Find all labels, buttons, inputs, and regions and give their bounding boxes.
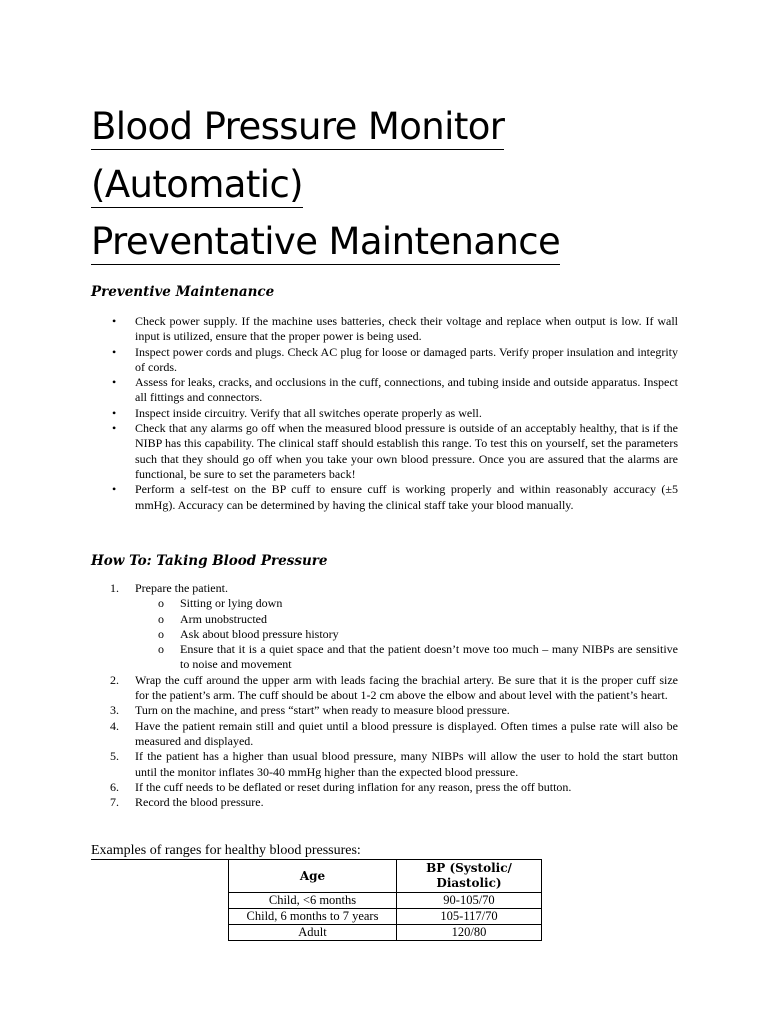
step-item xyxy=(110,581,678,673)
sub-item-text: Sitting or lying down xyxy=(180,596,283,611)
column-header-age: Age xyxy=(229,860,397,893)
table-row xyxy=(229,909,542,925)
prepare-subitems xyxy=(135,596,678,672)
sub-item xyxy=(135,642,678,673)
column-header-bp: BP (Systolic/ Diastolic) xyxy=(397,860,542,893)
list-item xyxy=(110,375,678,406)
step-text: Wrap the cuff around the upper arm with leads facing the brachial artery. Be sure that it is the proper cuff size for the patient’s arm. The cuff should be about 1-2 cm above the elbow and about level with the patient’s heart. xyxy=(135,672,678,703)
step-number: 4. xyxy=(110,718,119,733)
bullet-marker: • xyxy=(112,405,117,420)
list-item-text: Check power supply. If the machine uses batteries, check their voltage and replace when output is low. If wall input is utilized, ensure that the proper power is being used. xyxy=(135,314,678,344)
how-to-steps-list xyxy=(110,581,678,810)
sub-bullet-marker: o xyxy=(158,626,164,641)
table-cell-bp: 90-105/70 xyxy=(397,893,542,909)
step-item xyxy=(110,749,678,780)
sub-item-text: Ensure that it is a quiet space and that the patient doesn’t move too much – many NIBPs are sensitive to noise and movement xyxy=(180,642,678,672)
table-header-row xyxy=(229,860,542,893)
preventive-maintenance-list xyxy=(110,314,678,513)
step-number: 7. xyxy=(110,795,119,810)
bullet-marker: • xyxy=(112,482,117,497)
list-item xyxy=(110,406,678,421)
step-text: Have the patient remain still and quiet until a blood pressure is displayed. Often times a pulse rate will also be measured and displayed. xyxy=(135,718,678,748)
step-number: 5. xyxy=(110,749,119,764)
bullet-marker: • xyxy=(112,375,117,390)
table-cell-age: Child, <6 months xyxy=(229,893,397,909)
step-text: Turn on the machine, and press “start” when ready to measure blood pressure. xyxy=(135,703,510,718)
sub-item xyxy=(135,596,678,611)
sub-bullet-marker: o xyxy=(158,596,164,611)
how-to-heading: How To: Taking Blood Pressure xyxy=(91,553,328,569)
step-text: If the patient has a higher than usual blood pressure, many NIBPs will allow the user to hold the start button until the monitor inflates 30-40 mmHg higher than the expected blood pressure. xyxy=(135,749,678,779)
step-number: 6. xyxy=(110,779,119,794)
table-cell-bp: 120/80 xyxy=(397,925,542,941)
list-item xyxy=(110,421,678,482)
list-item-text: Perform a self-test on the BP cuff to ensure cuff is working properly and within reasonably accuracy (±5 mmHg). Accuracy can be determined by having the clinical staff take your blood manually. xyxy=(135,482,678,512)
table-cell-age: Adult xyxy=(229,925,397,941)
table-row xyxy=(229,925,542,941)
sub-bullet-marker: o xyxy=(158,611,164,626)
step-item xyxy=(110,673,678,704)
list-item-text: Inspect inside circuitry. Verify that all switches operate properly as well. xyxy=(135,405,482,420)
list-item xyxy=(110,314,678,345)
step-text: If the cuff needs to be deflated or reset during inflation for any reason, press the off button. xyxy=(135,779,572,794)
examples-caption: Examples of ranges for healthy blood pressures: xyxy=(91,843,361,858)
step-number: 3. xyxy=(110,703,119,718)
title-line-1: Blood Pressure Monitor xyxy=(91,105,505,148)
list-item-text: Assess for leaks, cracks, and occlusions in the cuff, connections, and tubing inside and outside apparatus. Inspect all fittings and connectors. xyxy=(135,375,678,405)
sub-item-text: Arm unobstructed xyxy=(180,611,267,626)
document-title xyxy=(91,98,560,271)
table-row xyxy=(229,893,542,909)
table-cell-bp: 105-117/70 xyxy=(397,909,542,925)
preventive-maintenance-heading: Preventive Maintenance xyxy=(91,284,275,300)
title-line-3: Preventative Maintenance xyxy=(91,220,561,263)
sub-item-text: Ask about blood pressure history xyxy=(180,626,339,641)
sub-item xyxy=(135,612,678,627)
step-text: Record the blood pressure. xyxy=(135,795,264,810)
step-item xyxy=(110,719,678,750)
title-line-2: (Automatic) xyxy=(91,162,304,206)
blood-pressure-ranges-table xyxy=(228,859,542,941)
step-text: Prepare the patient. xyxy=(135,581,228,595)
sub-bullet-marker: o xyxy=(158,642,164,657)
step-number: 1. xyxy=(110,581,119,595)
bullet-marker: • xyxy=(112,421,117,436)
list-item-text: Inspect power cords and plugs. Check AC plug for loose or damaged parts. Verify proper insulation and integrity of cords. xyxy=(135,344,678,374)
step-item xyxy=(110,795,678,810)
list-item xyxy=(110,345,678,376)
bullet-marker: • xyxy=(112,314,117,328)
table-cell-age: Child, 6 months to 7 years xyxy=(229,909,397,925)
bullet-marker: • xyxy=(112,344,117,359)
sub-item xyxy=(135,627,678,642)
step-number: 2. xyxy=(110,672,119,687)
step-item xyxy=(110,780,678,795)
list-item xyxy=(110,482,678,513)
step-item xyxy=(110,703,678,718)
list-item-text: Check that any alarms go off when the measured blood pressure is outside of an acceptably healthy, that is if the NIBP has this capability. The clinical staff should establish this range. To test this on yourself, set the parameters such that they should go off when you take your own blood pressure. Once you are assured that the alarms are functional, be sure to set the parameters back! xyxy=(135,421,678,481)
